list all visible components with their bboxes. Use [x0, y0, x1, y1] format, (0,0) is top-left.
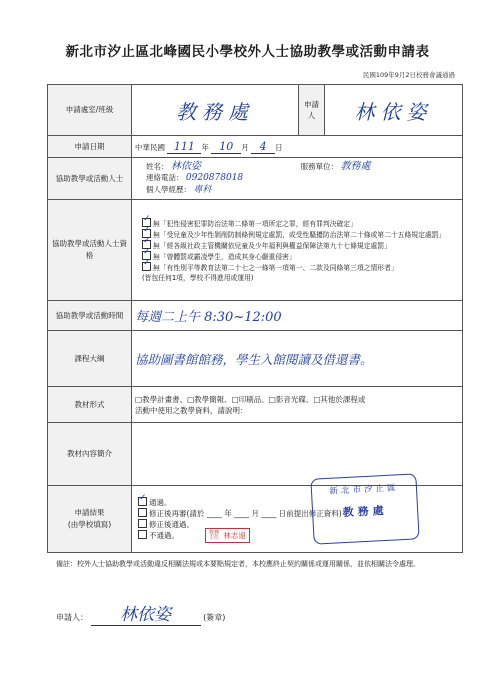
- name-label: 姓名：: [146, 162, 169, 171]
- applicant-value-cell[interactable]: [325, 85, 463, 136]
- row-qualification: [48, 200, 463, 301]
- row-date: [48, 136, 463, 158]
- result-label-sub: (由學校填寫): [67, 520, 112, 529]
- content-label: 教材內容簡介: [48, 423, 132, 486]
- office-stamp: [310, 473, 419, 544]
- qualification-item-2[interactable]: ✓無「受兒童及少年性剝削防制條例規定處罰，或受性騷擾防治法第二十條或第二十五條規定處罰」: [142, 229, 459, 240]
- director-seal-title: 教務主任: [209, 530, 220, 541]
- checkbox-icon[interactable]: [142, 262, 151, 271]
- unit-label: 申請處室/班級: [48, 85, 132, 136]
- applicant-footer-label: 申請人：: [56, 613, 88, 622]
- row-unit: [48, 85, 463, 136]
- applicant-label: 申請人: [299, 85, 325, 136]
- date-month-unit: 月: [241, 142, 249, 152]
- result-label-main: 申請結果: [74, 508, 105, 517]
- qualification-item-3[interactable]: ✓無「經各級社政主管機關依兒童及少年福利與權益保障法第九十七條規定處罰」: [142, 240, 459, 251]
- office-stamp-top: 新北市汐止區: [329, 483, 399, 497]
- service-label: 服務單位：: [300, 162, 339, 171]
- applicant-value: 林依姿: [354, 99, 433, 124]
- applicant-signature-field[interactable]: [91, 600, 201, 626]
- time-label: 協助教學或活動時間: [48, 301, 132, 331]
- date-year: 111: [167, 140, 201, 154]
- qualification-item-4[interactable]: ✓無「曾體罰或霸凌學生，造成其身心嚴重侵害」: [142, 251, 459, 262]
- material-cell[interactable]: [132, 387, 463, 423]
- phone-label: 連絡電話：: [146, 173, 184, 182]
- applicant-footer: [56, 600, 225, 626]
- material-line-1: □教學計畫書、□教學簡報、□印刷品、□影音光碟、□其他於課程或: [135, 394, 366, 404]
- director-seal-name: 林志遠: [223, 531, 246, 540]
- result-option-reject[interactable]: 不通過。: [138, 530, 459, 541]
- material-line-2: 活動中使用之教學資料，請說明：: [135, 405, 248, 415]
- qualification-item-5[interactable]: ✓無「有性別平等教育法第二十七之一條第一項第一、二款及同條第三項之情形者」: [142, 262, 459, 273]
- course-label: 課程大綱: [48, 331, 132, 387]
- name-value: 林依姿: [170, 161, 201, 172]
- checkbox-icon[interactable]: [138, 530, 147, 539]
- course-value: 協助圖書館館務，學生入館閱讀及借還書。: [135, 351, 373, 367]
- qualification-cell: [132, 200, 463, 301]
- result-option-revise-resubmit[interactable]: 修正後再審(請於 ____ 年 ____ 月 ____ 日前提出修正資料): [138, 508, 459, 519]
- row-course: [48, 331, 463, 387]
- result-option-revise-pass[interactable]: 修正後通過。: [138, 519, 459, 530]
- material-label: 教材形式: [48, 387, 132, 423]
- checkbox-icon[interactable]: [138, 508, 147, 517]
- qualification-item-1[interactable]: ✓無「犯性侵害犯罪防治法第二條第一項所定之罪，經有罪判決確定」: [142, 218, 459, 229]
- date-day-unit: 日: [275, 142, 283, 152]
- date-label: 申請日期: [48, 136, 132, 158]
- qualification-label: 協助教學或活動人士資格: [48, 200, 132, 301]
- result-label: [48, 486, 132, 553]
- unit-value-cell[interactable]: [132, 85, 299, 136]
- date-day: 4: [251, 140, 275, 154]
- exp-label: 個人學經歷：: [146, 185, 191, 194]
- date-value-cell[interactable]: [132, 136, 463, 158]
- row-person: [48, 158, 463, 200]
- checkbox-icon[interactable]: [138, 497, 147, 506]
- qualification-footnote: (皆包任何1項，學校不得進用或運用): [142, 273, 254, 282]
- date-prefix: 中華民國: [135, 142, 165, 152]
- person-value-cell[interactable]: [132, 158, 463, 200]
- unit-value: 教務處: [176, 99, 254, 124]
- remark: 備註：校外人士協助教學或活動違反相關法規或本要點規定者，本校應終止契約關係或運用關係，並依相關法令處理。: [56, 560, 420, 568]
- director-seal: [205, 528, 250, 543]
- applicant-signature: 林依姿: [120, 605, 172, 625]
- person-label: 協助教學或活動人士: [48, 158, 132, 200]
- date-year-unit: 年: [201, 142, 209, 152]
- exp-value: 專科: [193, 185, 212, 195]
- form-title: 新北市汐止區北峰國民小學校外人士協助教學或活動申請表: [65, 44, 430, 60]
- result-option-pass[interactable]: ✓通過。: [138, 497, 459, 508]
- office-stamp-main: 教務處: [342, 503, 388, 520]
- service-value: 教務處: [340, 161, 371, 172]
- checkbox-icon[interactable]: [138, 519, 147, 528]
- applicant-footer-suffix: (簽章): [203, 613, 226, 622]
- time-value-cell[interactable]: [132, 301, 463, 331]
- row-time: [48, 301, 463, 331]
- approval-note: 民國109年9月2日校務會議通過: [362, 71, 455, 79]
- date-month: 10: [211, 140, 241, 154]
- phone-value: 0920878018: [185, 173, 244, 183]
- time-value: 每週二上午 8:30~12:00: [135, 310, 282, 325]
- row-material: [48, 387, 463, 423]
- course-value-cell[interactable]: [132, 331, 463, 387]
